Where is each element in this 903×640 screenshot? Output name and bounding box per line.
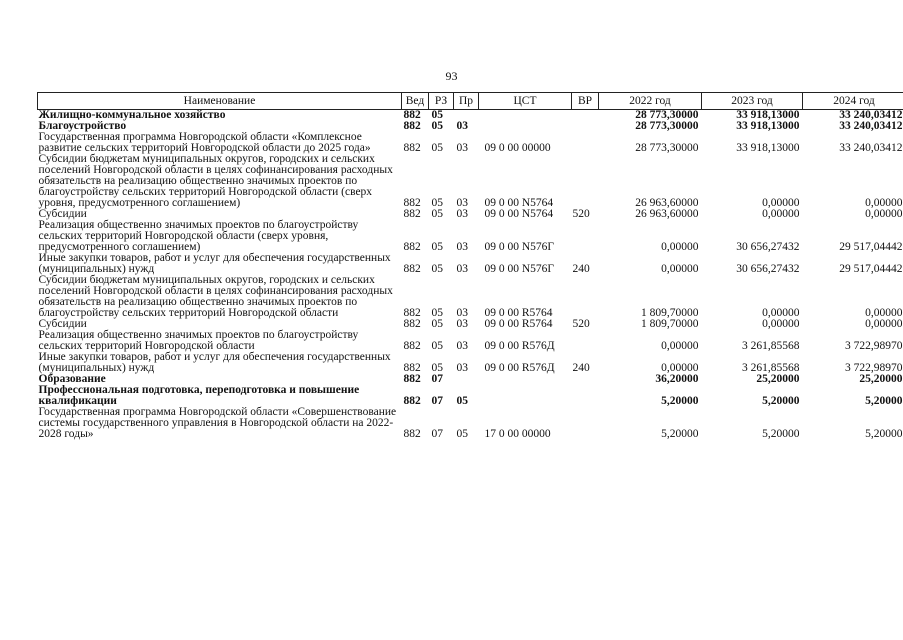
cell-rz: 05 — [431, 241, 443, 253]
cell-vr — [572, 132, 599, 154]
cell-2024: 33 240,03412 — [839, 109, 903, 121]
cell-rz: 05 — [431, 197, 443, 209]
cell-pr: 05 — [456, 428, 468, 440]
cell-2023: 33 918,13000 — [736, 142, 800, 154]
cell-name: Субсидии — [38, 318, 87, 330]
table-row — [38, 220, 903, 253]
cell-2024: 29 517,04442 — [839, 241, 903, 253]
cell-cst: 09 0 00 N576Г — [484, 263, 555, 275]
cell-cst — [479, 110, 572, 122]
cell-cst: 09 0 00 R576Д — [484, 340, 555, 352]
cell-vr: 240 — [572, 263, 590, 275]
cell-name: Иные закупки товаров, работ и услуг для обеспечения государственных (муниципальных) нужд — [38, 252, 391, 275]
cell-name: Профессиональная подготовка, переподготовка и повышение квалификации — [38, 384, 360, 407]
cell-2024: 33 240,03412 — [839, 142, 903, 154]
cell-pr — [454, 374, 479, 385]
header-rz: РЗ — [429, 93, 454, 110]
cell-name: Жилищно-коммунальное хозяйство — [38, 109, 226, 121]
cell-ved: 882 — [403, 318, 421, 330]
cell-pr: 03 — [456, 241, 468, 253]
cell-2022: 0,00000 — [661, 362, 699, 374]
table-row — [38, 352, 903, 374]
cell-2024: 25,20000 — [859, 373, 903, 385]
cell-rz: 05 — [431, 109, 443, 121]
cell-2022: 1 809,70000 — [641, 307, 699, 319]
cell-2023: 0,00000 — [762, 318, 800, 330]
cell-pr: 03 — [456, 340, 468, 352]
cell-vr — [572, 121, 599, 132]
cell-cst — [479, 121, 572, 132]
cell-pr: 05 — [456, 395, 468, 407]
cell-2022: 1 809,70000 — [641, 318, 699, 330]
cell-vr — [572, 407, 599, 440]
cell-2022: 5,20000 — [661, 395, 699, 407]
cell-cst: 09 0 00 N576Г — [484, 241, 555, 253]
cell-2022: 0,00000 — [661, 241, 699, 253]
table-row — [38, 330, 903, 352]
cell-cst — [479, 374, 572, 385]
cell-rz: 05 — [431, 307, 443, 319]
cell-name: Реализация общественно значимых проектов по благоустройству сельских территорий Новгородской области — [38, 329, 359, 352]
cell-2022: 0,00000 — [661, 340, 699, 352]
cell-ved: 882 — [403, 373, 421, 385]
cell-ved: 882 — [403, 307, 421, 319]
cell-2022: 5,20000 — [661, 428, 699, 440]
cell-rz: 05 — [431, 318, 443, 330]
cell-cst: 09 0 00 00000 — [484, 142, 551, 154]
cell-rz: 05 — [431, 263, 443, 275]
header-2024: 2024 год — [803, 93, 903, 110]
cell-cst: 09 0 00 N5764 — [484, 197, 554, 209]
table-row — [38, 132, 903, 154]
cell-vr — [572, 154, 599, 209]
table-row — [38, 385, 903, 407]
cell-ved: 882 — [403, 428, 421, 440]
table-header-row — [38, 93, 903, 110]
cell-2023: 0,00000 — [762, 197, 800, 209]
cell-ved: 882 — [403, 241, 421, 253]
cell-ved: 882 — [403, 197, 421, 209]
cell-name: Реализация общественно значимых проектов по благоустройству сельских территорий Новгородской области (сверх уровня, предусмотренного соглашением) — [38, 219, 359, 253]
cell-2024: 29 517,04442 — [839, 263, 903, 275]
cell-cst: 09 0 00 R5764 — [484, 307, 553, 319]
cell-ved: 882 — [403, 208, 421, 220]
cell-2024: 5,20000 — [865, 428, 903, 440]
cell-pr: 03 — [456, 197, 468, 209]
cell-2022: 28 773,30000 — [635, 120, 699, 132]
cell-rz: 05 — [431, 362, 443, 374]
cell-rz: 05 — [431, 120, 443, 132]
header-cst: ЦСТ — [479, 93, 572, 110]
cell-ved: 882 — [403, 120, 421, 132]
cell-ved: 882 — [403, 395, 421, 407]
cell-vr — [572, 275, 599, 319]
cell-rz: 07 — [431, 395, 443, 407]
cell-2023: 0,00000 — [762, 208, 800, 220]
cell-cst: 17 0 00 00000 — [484, 428, 551, 440]
cell-name: Субсидии — [38, 208, 87, 220]
cell-2024: 3 722,98970 — [845, 362, 903, 374]
cell-rz: 05 — [431, 142, 443, 154]
cell-rz: 07 — [431, 373, 443, 385]
cell-2023: 3 261,85568 — [742, 340, 800, 352]
cell-2023: 25,20000 — [756, 373, 800, 385]
cell-ved: 882 — [403, 142, 421, 154]
cell-pr: 03 — [456, 120, 468, 132]
budget-table — [37, 92, 903, 440]
cell-2022: 28 773,30000 — [635, 142, 699, 154]
cell-pr: 03 — [456, 318, 468, 330]
cell-2023: 33 918,13000 — [736, 120, 800, 132]
header-pr: Пр — [454, 93, 479, 110]
cell-pr: 03 — [456, 208, 468, 220]
cell-2024: 0,00000 — [865, 307, 903, 319]
cell-2023: 30 656,27432 — [736, 263, 800, 275]
cell-name: Благоустройство — [38, 120, 127, 132]
cell-2022: 26 963,60000 — [635, 208, 699, 220]
cell-cst — [479, 385, 572, 407]
cell-vr — [572, 374, 599, 385]
cell-2023: 33 918,13000 — [736, 109, 800, 121]
cell-name: Образование — [38, 373, 106, 385]
cell-rz: 05 — [431, 208, 443, 220]
cell-pr: 03 — [456, 362, 468, 374]
cell-rz: 05 — [431, 340, 443, 352]
header-name: Наименование — [38, 93, 402, 110]
cell-2023: 5,20000 — [762, 395, 800, 407]
cell-2023: 0,00000 — [762, 307, 800, 319]
cell-2023: 3 261,85568 — [742, 362, 800, 374]
cell-name: Государственная программа Новгородской области «Совершенствование системы государственного управления в Новгородской области на 2022-2028 годы» — [38, 406, 397, 440]
cell-2024: 0,00000 — [865, 197, 903, 209]
header-vr: ВР — [572, 93, 599, 110]
cell-2022: 26 963,60000 — [635, 197, 699, 209]
cell-ved: 882 — [403, 263, 421, 275]
cell-pr: 03 — [456, 263, 468, 275]
cell-vr: 520 — [572, 318, 590, 330]
table-row — [38, 275, 903, 319]
cell-2022: 0,00000 — [661, 263, 699, 275]
table-row — [38, 407, 903, 440]
cell-2024: 3 722,98970 — [845, 340, 903, 352]
cell-vr — [572, 385, 599, 407]
cell-ved: 882 — [403, 340, 421, 352]
cell-vr — [572, 110, 599, 122]
cell-pr: 03 — [456, 307, 468, 319]
cell-vr: 240 — [572, 362, 590, 374]
cell-2024: 0,00000 — [865, 318, 903, 330]
cell-2022: 28 773,30000 — [635, 109, 699, 121]
cell-ved: 882 — [403, 109, 421, 121]
cell-2024: 33 240,03412 — [839, 120, 903, 132]
cell-name: Субсидии бюджетам муниципальных округов, городских и сельских поселений Новгородской области в целях софинансирования расходных обязательств на реализацию общественно значимых проектов по благоустройству сельских территорий Новгородской области — [38, 274, 393, 319]
cell-vr: 520 — [572, 208, 590, 220]
table-row — [38, 253, 903, 275]
cell-name: Иные закупки товаров, работ и услуг для обеспечения государственных (муниципальных) нужд — [38, 351, 391, 374]
cell-2023: 30 656,27432 — [736, 241, 800, 253]
cell-ved: 882 — [403, 362, 421, 374]
cell-vr — [572, 220, 599, 253]
cell-2024: 0,00000 — [865, 208, 903, 220]
cell-2022: 36,20000 — [655, 373, 699, 385]
header-ved: Вед — [402, 93, 429, 110]
cell-cst: 09 0 00 R5764 — [484, 318, 553, 330]
cell-vr — [572, 330, 599, 352]
cell-rz: 07 — [431, 428, 443, 440]
cell-2024: 5,20000 — [865, 395, 903, 407]
cell-name: Субсидии бюджетам муниципальных округов, городских и сельских поселений Новгородской области в целях софинансирования расходных обязательств на реализацию общественно значимых проектов по благоустройству сельских территорий Новгородской области (сверх уровня, предусмотренного соглашением) — [38, 153, 393, 209]
table-row — [38, 154, 903, 209]
header-2022: 2022 год — [599, 93, 702, 110]
cell-name: Государственная программа Новгородской области «Комплексное развитие сельских территорий Новгородской области до 2025 года» — [38, 131, 371, 154]
page-number: 93 — [445, 69, 458, 83]
header-2023: 2023 год — [702, 93, 803, 110]
cell-2023: 5,20000 — [762, 428, 800, 440]
cell-cst: 09 0 00 R576Д — [484, 362, 555, 374]
cell-cst: 09 0 00 N5764 — [484, 208, 554, 220]
cell-pr: 03 — [456, 142, 468, 154]
